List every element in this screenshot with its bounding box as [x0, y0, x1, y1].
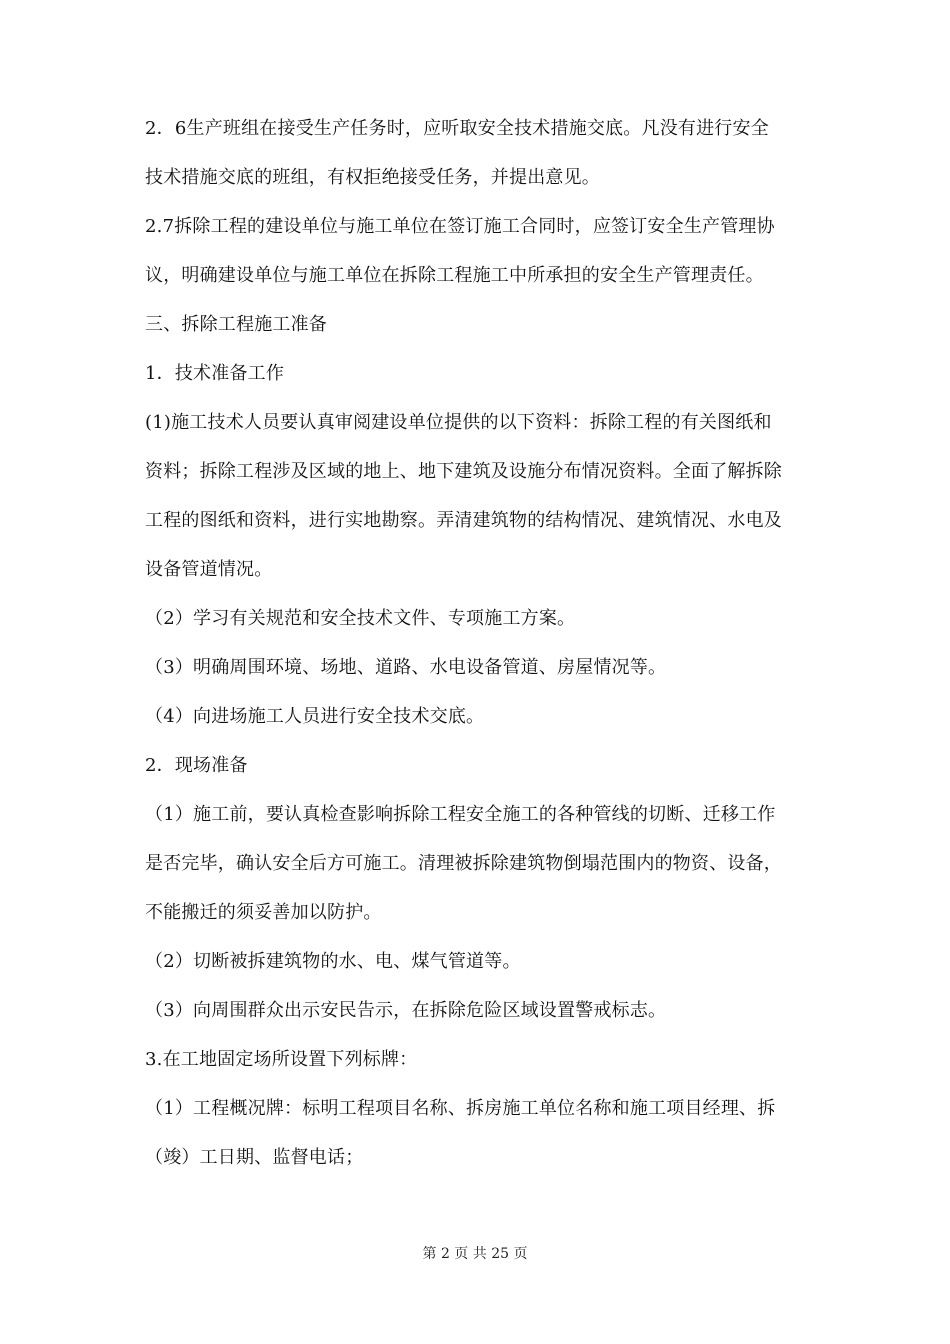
text-line: 工程的图纸和资料，进行实地勘察。弄清建筑物的结构情况、建筑情况、水电及 [145, 510, 782, 531]
text-line: （1）工程概况牌：标明工程项目名称、拆房施工单位名称和施工项目经理、拆 [145, 1098, 776, 1119]
text-line: 3.在工地固定场所设置下列标牌： [145, 1049, 418, 1070]
text-line: 资料；拆除工程涉及区域的地上、地下建筑及设施分布情况资料。全面了解拆除 [145, 461, 782, 482]
text-line: 2．6生产班组在接受生产任务时，应听取安全技术措施交底。凡没有进行安全 [145, 118, 769, 139]
document-body [145, 104, 810, 1182]
paragraph-tech-3 [145, 643, 810, 692]
text-line: （2）切断被拆建筑物的水、电、煤气管道等。 [145, 951, 521, 972]
paragraph-2-7 [145, 202, 810, 300]
text-line: 2.7拆除工程的建设单位与施工单位在签订施工合同时，应签订安全生产管理协 [145, 216, 775, 237]
text-line: 设备管道情况。 [145, 559, 273, 580]
text-line: （2）学习有关规范和安全技术文件、专项施工方案。 [145, 608, 576, 629]
text-line: 1．技术准备工作 [145, 363, 285, 384]
text-line: 议，明确建设单位与施工单位在拆除工程施工中所承担的安全生产管理责任。 [145, 265, 764, 286]
text-line: 2．现场准备 [145, 755, 248, 776]
paragraph-tech-1 [145, 398, 810, 594]
text-line: 技术措施交底的班组，有权拒绝接受任务，并提出意见。 [145, 167, 600, 188]
text-line: (1)施工技术人员要认真审阅建设单位提供的以下资料：拆除工程的有关图纸和 [145, 412, 772, 433]
paragraph-site-1 [145, 790, 810, 937]
text-line: （竣）工日期、监督电话； [145, 1147, 364, 1168]
paragraph-2-6 [145, 104, 810, 202]
text-line: （3）明确周围环境、场地、道路、水电设备管道、房屋情况等。 [145, 657, 667, 678]
text-line: 三、拆除工程施工准备 [145, 314, 327, 335]
section-heading-3 [145, 300, 810, 349]
paragraph-signage-1 [145, 1084, 810, 1182]
paragraph-site-3 [145, 986, 810, 1035]
subheading-technical-prep [145, 349, 810, 398]
subheading-signage [145, 1035, 810, 1084]
paragraph-tech-4 [145, 692, 810, 741]
paragraph-site-2 [145, 937, 810, 986]
page-number-footer: 第 2 页 共 25 页 [422, 1246, 528, 1262]
text-line: （3）向周围群众出示安民告示，在拆除危险区域设置警戒标志。 [145, 1000, 667, 1021]
text-line: （1）施工前，要认真检查影响拆除工程安全施工的各种管线的切断、迁移工作 [145, 804, 776, 825]
text-line: 不能搬迁的须妥善加以防护。 [145, 902, 382, 923]
paragraph-tech-2 [145, 594, 810, 643]
subheading-site-prep [145, 741, 810, 790]
text-line: （4）向进场施工人员进行安全技术交底。 [145, 706, 485, 727]
text-line: 是否完毕，确认安全后方可施工。清理被拆除建筑物倒塌范围内的物资、设备， [145, 853, 782, 874]
